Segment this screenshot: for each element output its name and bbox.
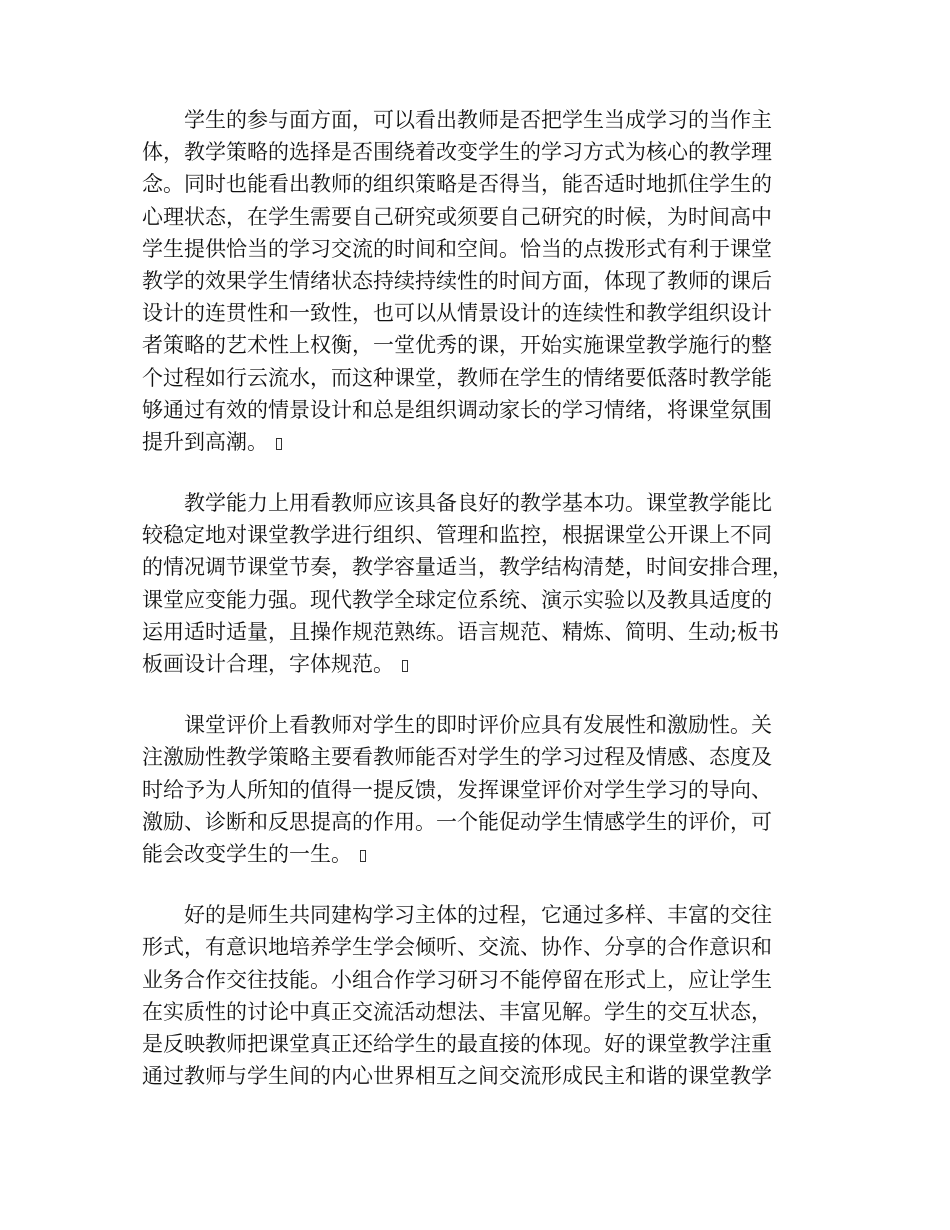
paragraph-mark-icon (360, 850, 366, 862)
paragraph-participation (142, 104, 802, 458)
text-line: 课堂评价上看教师对学生的即时评价应具有发展性和激励性。关 (184, 713, 772, 738)
text-line: 念。同时也能看出教师的组织策略是否得当，能否适时地抓住学生的 (142, 172, 772, 197)
text-line-content: 板画设计合理，字体规范。 (142, 652, 394, 676)
paragraph-teaching-ability (142, 487, 802, 680)
paragraph-mark-icon (276, 438, 282, 450)
text-line: 是反映教师把课堂真正还给学生的最直接的体现。好的课堂教学注重 (142, 1031, 772, 1056)
paragraph-gap (142, 870, 802, 899)
text-line-last (142, 426, 802, 458)
text-line: 业务合作交往技能。小组合作学习研习不能停留在形式上，应让学生 (142, 967, 772, 992)
text-line-last (142, 838, 802, 870)
paragraph-gap (142, 458, 802, 487)
text-line: 教学的效果学生情绪状态持续持续性的时间方面，体现了教师的课后 (142, 268, 772, 293)
text-line: 设计的连贯性和一致性，也可以从情景设计的连续性和教学组织设计 (142, 301, 772, 326)
text-line: 注激励性教学策略主要看教师能否对学生的学习过程及情感、态度及 (142, 745, 772, 770)
text-line: 心理状态，在学生需要自己研究或须要自己研究的时候，为时间高中 (142, 204, 772, 229)
text-line: 时给予为人所知的值得一提反馈，发挥课堂评价对学生学习的导向、 (142, 777, 772, 802)
text-line: 好的是师生共同建构学习主体的过程，它通过多样、丰富的交往 (184, 903, 772, 928)
text-line: 较稳定地对课堂教学进行组织、管理和监控，根据课堂公开课上不同 (142, 523, 772, 548)
text-line: 体，教学策略的选择是否围绕着改变学生的学习方式为核心的教学理 (142, 140, 772, 165)
text-line: 学生提供恰当的学习交流的时间和空间。恰当的点拨形式有利于课堂 (142, 236, 772, 261)
text-line: 个过程如行云流水，而这种课堂，教师在学生的情绪要低落时教学能 (142, 365, 772, 390)
text-line: 激励、诊断和反思提高的作用。一个能促动学生情感学生的评价，可 (142, 809, 772, 834)
text-line: 者策略的艺术性上权衡，一堂优秀的课，开始实施课堂教学施行的整 (142, 333, 772, 358)
text-line: 的情况调节课堂节奏，教学容量适当，教学结构清楚，时间安排合理， (142, 555, 793, 580)
text-line: 形式，有意识地培养学生学会倾听、交流、协作、分享的合作意识和 (142, 935, 772, 960)
text-line: 够通过有效的情景设计和总是组织调动家长的学习情绪，将课堂氛围 (142, 397, 772, 422)
text-line: 教学能力上用看教师应该具备良好的教学基本功。课堂教学能比 (184, 491, 772, 516)
text-line: 运用适时适量，且操作规范熟练。语言规范、精炼、简明、生动;板书 (142, 619, 780, 644)
text-line: 课堂应变能力强。现代教学全球定位系统、演示实验以及教具适度的 (142, 587, 772, 612)
paragraph-gap (142, 680, 802, 709)
text-line-last (142, 648, 802, 680)
text-line-content: 提升到高潮。 (142, 429, 268, 454)
text-line: 通过教师与学生间的内心世界相互之间交流形成民主和谐的课堂教学 (142, 1064, 772, 1089)
paragraph-cooperation (142, 899, 802, 1092)
document-body (142, 104, 802, 1092)
text-line: 在实质性的讨论中真正交流活动想法、丰富见解。学生的交互状态， (142, 999, 772, 1024)
paragraph-evaluation (142, 709, 802, 870)
paragraph-mark-icon (402, 660, 408, 672)
text-line: 学生的参与面方面，可以看出教师是否把学生当成学习的当作主 (184, 108, 772, 132)
text-line-content: 能会改变学生的一生。 (142, 841, 352, 866)
